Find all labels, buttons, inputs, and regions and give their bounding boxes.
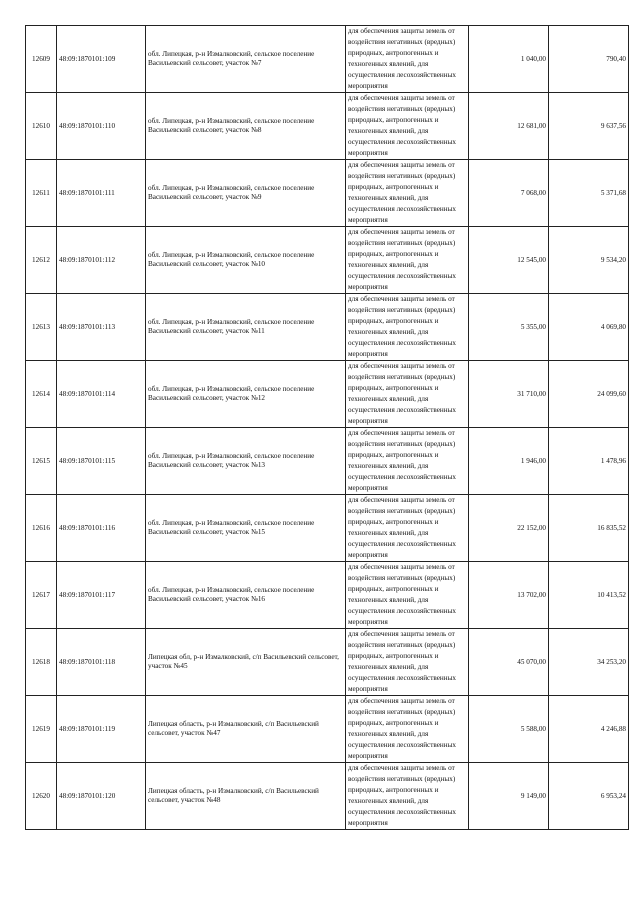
parcel-area: 7 068,00 — [469, 160, 549, 227]
permitted-use: для обеспечения защиты земель от воздействия негативных (вредных) природных, антропогенных и техногенных явлений, для осуществления лесохозяйственных мероприятия — [348, 27, 457, 90]
table-row — [26, 361, 629, 428]
cadastral-number: 48:09:1870101:113 — [57, 294, 146, 361]
parcel-area: 13 702,00 — [469, 562, 549, 629]
table-row — [26, 227, 629, 294]
parcel-address: обл. Липецкая, р-н Измалковский, сельское поселение Васильевский сельсовет, участок №9 — [146, 160, 346, 227]
cadastral-value: 10 413,52 — [549, 562, 629, 629]
cadastral-number: 48:09:1870101:110 — [57, 93, 146, 160]
row-number: 12615 — [26, 428, 57, 495]
row-number: 12609 — [26, 26, 57, 93]
permitted-use: для обеспечения защиты земель от воздействия негативных (вредных) природных, антропогенных и техногенных явлений, для осуществления лесохозяйственных мероприятия — [348, 496, 457, 559]
table-body — [26, 26, 629, 830]
parcel-area: 5 588,00 — [469, 696, 549, 763]
parcel-area: 12 681,00 — [469, 93, 549, 160]
permitted-use-cell — [346, 629, 469, 696]
cadastral-number: 48:09:1870101:116 — [57, 495, 146, 562]
parcel-address: обл. Липецкая, р-н Измалковский, сельское поселение Васильевский сельсовет, участок №15 — [146, 495, 346, 562]
row-number: 12618 — [26, 629, 57, 696]
table-row — [26, 629, 629, 696]
permitted-use-cell — [346, 160, 469, 227]
permitted-use: для обеспечения защиты земель от воздействия негативных (вредных) природных, антропогенных и техногенных явлений, для осуществления лесохозяйственных мероприятия — [348, 161, 457, 224]
cadastral-value: 1 478,96 — [549, 428, 629, 495]
permitted-use-cell — [346, 495, 469, 562]
row-number: 12611 — [26, 160, 57, 227]
cadastral-number: 48:09:1870101:111 — [57, 160, 146, 227]
permitted-use: для обеспечения защиты земель от воздействия негативных (вредных) природных, антропогенных и техногенных явлений, для осуществления лесохозяйственных мероприятия — [348, 630, 457, 693]
permitted-use-cell — [346, 93, 469, 160]
parcel-address: Липецкая область, р-н Измалковский, с/п Васильевский сельсовет, участок №48 — [146, 763, 346, 830]
row-number: 12610 — [26, 93, 57, 160]
cadastral-value: 16 835,52 — [549, 495, 629, 562]
row-number: 12612 — [26, 227, 57, 294]
parcel-address: обл. Липецкая, р-н Измалковский, сельское поселение Васильевский сельсовет, участок №8 — [146, 93, 346, 160]
permitted-use: для обеспечения защиты земель от воздействия негативных (вредных) природных, антропогенных и техногенных явлений, для осуществления лесохозяйственных мероприятия — [348, 94, 457, 157]
permitted-use-cell — [346, 26, 469, 93]
permitted-use: для обеспечения защиты земель от воздействия негативных (вредных) природных, антропогенных и техногенных явлений, для осуществления лесохозяйственных мероприятия — [348, 697, 457, 760]
cadastral-value: 790,40 — [549, 26, 629, 93]
permitted-use: для обеспечения защиты земель от воздействия негативных (вредных) природных, антропогенных и техногенных явлений, для осуществления лесохозяйственных мероприятия — [348, 228, 457, 291]
permitted-use-cell — [346, 428, 469, 495]
row-number: 12617 — [26, 562, 57, 629]
parcel-address: обл. Липецкая, р-н Измалковский, сельское поселение Васильевский сельсовет, участок №12 — [146, 361, 346, 428]
table-row — [26, 763, 629, 830]
cadastral-number: 48:09:1870101:119 — [57, 696, 146, 763]
row-number: 12619 — [26, 696, 57, 763]
table-row — [26, 26, 629, 93]
table-row — [26, 696, 629, 763]
cadastral-value: 34 253,20 — [549, 629, 629, 696]
permitted-use-cell — [346, 763, 469, 830]
row-number: 12620 — [26, 763, 57, 830]
cadastral-number: 48:09:1870101:109 — [57, 26, 146, 93]
row-number: 12616 — [26, 495, 57, 562]
table-row — [26, 160, 629, 227]
cadastral-value: 9 534,20 — [549, 227, 629, 294]
cadastral-value: 9 637,56 — [549, 93, 629, 160]
parcel-address: обл. Липецкая, р-н Измалковский, сельское поселение Васильевский сельсовет, участок №16 — [146, 562, 346, 629]
permitted-use-cell — [346, 294, 469, 361]
table-row — [26, 428, 629, 495]
permitted-use: для обеспечения защиты земель от воздействия негативных (вредных) природных, антропогенных и техногенных явлений, для осуществления лесохозяйственных мероприятия — [348, 429, 457, 492]
parcel-address: обл. Липецкая, р-н Измалковский, сельское поселение Васильевский сельсовет, участок №7 — [146, 26, 346, 93]
table-row — [26, 93, 629, 160]
parcel-area: 31 710,00 — [469, 361, 549, 428]
parcel-address: обл. Липецкая, р-н Измалковский, сельское поселение Васильевский сельсовет, участок №13 — [146, 428, 346, 495]
parcel-address: обл. Липецкая, р-н Измалковский, сельское поселение Васильевский сельсовет, участок №11 — [146, 294, 346, 361]
cadastral-value: 4 246,88 — [549, 696, 629, 763]
parcel-area: 45 070,00 — [469, 629, 549, 696]
cadastral-number: 48:09:1870101:118 — [57, 629, 146, 696]
parcel-area: 5 355,00 — [469, 294, 549, 361]
row-number: 12613 — [26, 294, 57, 361]
cadastral-number: 48:09:1870101:120 — [57, 763, 146, 830]
cadastral-number: 48:09:1870101:117 — [57, 562, 146, 629]
parcel-area: 9 149,00 — [469, 763, 549, 830]
table-row — [26, 495, 629, 562]
parcel-area: 12 545,00 — [469, 227, 549, 294]
cadastral-value: 4 069,80 — [549, 294, 629, 361]
cadastral-value: 5 371,68 — [549, 160, 629, 227]
permitted-use-cell — [346, 361, 469, 428]
parcel-address: Липецкая обл, р-н Измалковский, с/п Васильевский сельсовет, участок №45 — [146, 629, 346, 696]
cadastral-number: 48:09:1870101:115 — [57, 428, 146, 495]
row-number: 12614 — [26, 361, 57, 428]
cadastral-value: 24 099,60 — [549, 361, 629, 428]
permitted-use: для обеспечения защиты земель от воздействия негативных (вредных) природных, антропогенных и техногенных явлений, для осуществления лесохозяйственных мероприятия — [348, 764, 457, 827]
permitted-use-cell — [346, 227, 469, 294]
parcel-area: 1 040,00 — [469, 26, 549, 93]
table-row — [26, 294, 629, 361]
parcel-address: Липецкая область, р-н Измалковский, с/п Васильевский сельсовет, участок №47 — [146, 696, 346, 763]
cadastral-value: 6 953,24 — [549, 763, 629, 830]
parcel-area: 1 946,00 — [469, 428, 549, 495]
table-row — [26, 562, 629, 629]
permitted-use-cell — [346, 562, 469, 629]
permitted-use: для обеспечения защиты земель от воздействия негативных (вредных) природных, антропогенных и техногенных явлений, для осуществления лесохозяйственных мероприятия — [348, 362, 457, 425]
permitted-use: для обеспечения защиты земель от воздействия негативных (вредных) природных, антропогенных и техногенных явлений, для осуществления лесохозяйственных мероприятия — [348, 563, 457, 626]
permitted-use-cell — [346, 696, 469, 763]
permitted-use: для обеспечения защиты земель от воздействия негативных (вредных) природных, антропогенных и техногенных явлений, для осуществления лесохозяйственных мероприятия — [348, 295, 457, 358]
cadastral-number: 48:09:1870101:112 — [57, 227, 146, 294]
land-parcels-table — [25, 25, 629, 830]
parcel-address: обл. Липецкая, р-н Измалковский, сельское поселение Васильевский сельсовет, участок №10 — [146, 227, 346, 294]
cadastral-number: 48:09:1870101:114 — [57, 361, 146, 428]
parcel-area: 22 152,00 — [469, 495, 549, 562]
